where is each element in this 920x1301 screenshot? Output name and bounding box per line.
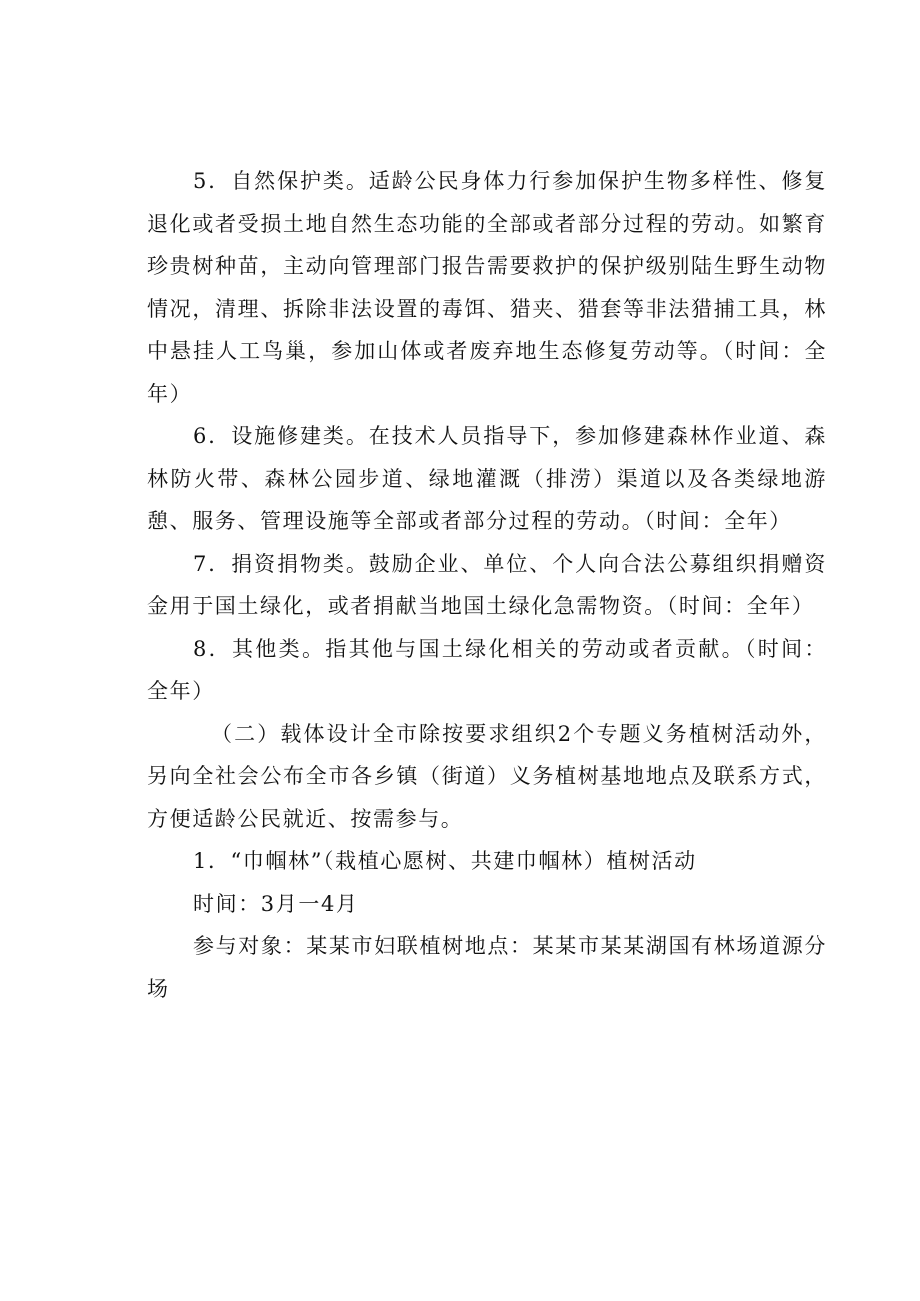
paragraph-activity-title: 1．“巾帼林”（栽植心愿树、共建巾帼林）植树活动 xyxy=(193,849,697,873)
paragraph-facility-construction: 6．设施修建类。在技术人员指导下，参加修建森林作业道、森林防火带、森林公园步道、绿地灌溉（排涝）渠道以及各类绿地游憩、服务、管理设施等全部或者部分过程的劳动。（时间：全年） xyxy=(147,424,827,533)
paragraph-donation: 7．捐资捐物类。鼓励企业、单位、个人向合法公募组织捐赠资金用于国土绿化，或者捐献当地国土绿化急需物资。（时间：全年） xyxy=(147,551,827,618)
paragraph-carrier-design: （二）载体设计全市除按要求组织2个专题义务植树活动外，另向全社会公布全市各乡镇（街道）义务植树基地地点及联系方式，方便适龄公民就近、按需参与。 xyxy=(147,721,827,831)
paragraph-activity-time: 时间：3月一4月 xyxy=(193,891,359,916)
paragraph-nature-protection: 5．自然保护类。适龄公民身体力行参加保护生物多样性、修复退化或者受损土地自然生态功能的全部或者部分过程的劳动。如繁育珍贵树种苗，主动向管理部门报告需要救护的保护级别陆生野生动物情况，清理、拆除非法设置的毒饵、猎夹、猎套等非法猎捕工具，林中悬挂人工鸟巢，参加山体或者废弃地生态修复劳动等。（时间：全年） xyxy=(147,169,827,406)
document-body xyxy=(147,160,827,1010)
paragraph-other: 8．其他类。指其他与国土绿化相关的劳动或者贡献。（时间：全年） xyxy=(147,636,827,703)
paragraph-activity-participants: 参与对象：某某市妇联植树地点：某某市某某湖国有林场道源分场 xyxy=(147,934,827,1001)
